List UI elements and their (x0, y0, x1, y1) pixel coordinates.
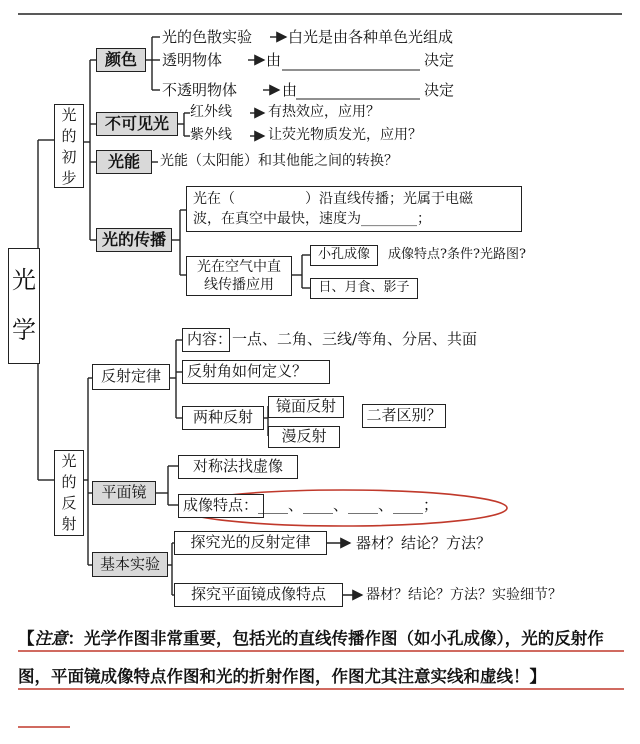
node-light-energy (96, 150, 152, 174)
energy-label: 光能 (107, 152, 140, 171)
difference-box (362, 404, 446, 428)
exp-reflection-law: 探究光的反射定律 (190, 533, 311, 551)
ultraviolet-desc: 让荧光物质发光，应用？ (268, 127, 422, 143)
infrared: 红外线 (190, 104, 232, 120)
section-reflection (54, 450, 84, 536)
angle-question: 反射角如何定义？ (187, 362, 308, 380)
decide-2: 决定 (424, 81, 455, 99)
law-label: 反射定律 (100, 367, 161, 385)
note-bracket-close: 】 (529, 667, 546, 686)
eclipse-box (310, 278, 418, 299)
two-reflections-box (182, 406, 264, 430)
propagation-desc-box (186, 186, 522, 232)
section2-title: 光的反射 (61, 452, 77, 533)
dispersion-exp: 光的色散实验 (162, 28, 253, 46)
color-label: 颜色 (104, 50, 137, 69)
pinhole-question: 成像特点?条件?光路图? (388, 247, 526, 262)
propagation-line1: 光在（ ）沿直线传播；光属于电磁 (193, 191, 473, 207)
note-bracket-open: 【 (18, 629, 35, 648)
exp1-box (174, 531, 327, 555)
propagation-label: 光的传播 (101, 230, 166, 249)
white-light-text: 白光是由各种单色光组成 (288, 28, 454, 46)
root-node (8, 248, 40, 364)
eclipse-label: 日、月食、影子 (318, 280, 410, 295)
infrared-desc: 有热效应，应用？ (268, 104, 380, 120)
mirror-features: 成像特点：____、____、____、____； (183, 496, 439, 514)
diffuse-box (268, 426, 340, 448)
law-content: 内容：一点、二角、三线/等角、分居、共面 (187, 330, 478, 348)
section-optics-basics (54, 104, 84, 188)
specular-reflection: 镜面反射 (275, 397, 336, 415)
difference-question: 二者区别？ (366, 406, 442, 424)
note-keyword: 注意 (34, 629, 68, 648)
node-color (96, 48, 146, 72)
by-1: 由 (266, 51, 282, 69)
ultraviolet: 紫外线 (190, 127, 232, 143)
exp2-box (174, 583, 343, 607)
invisible-label: 不可见光 (104, 114, 169, 133)
exp2-questions: 器材？结论？方法？实验细节？ (366, 587, 562, 603)
content-box (182, 328, 478, 352)
symmetry-method: 对称法找虚像 (192, 457, 283, 475)
by-2: 由 (282, 81, 298, 99)
angle-box (182, 360, 330, 384)
energy-desc: 光能（太阳能）和其他能之间的转换？ (160, 153, 398, 169)
opaque-obj: 不透明物体 (162, 81, 238, 99)
diffuse-reflection: 漫反射 (281, 427, 327, 445)
pinhole-box (310, 245, 378, 266)
node-plane-mirror (92, 481, 156, 505)
decide-1: 决定 (424, 51, 455, 69)
propagation-line2: 波，在真空中最快，速度为________； (193, 211, 431, 227)
features-box (178, 494, 439, 518)
transparent-obj: 透明物体 (162, 51, 223, 69)
pinhole-label: 小孔成像 (317, 247, 370, 262)
node-basic-experiments (92, 552, 168, 577)
section1-title: 光的初步 (61, 106, 77, 187)
specular-box (268, 396, 344, 418)
propagation-apply: 光在空气中直线传播应用 (197, 259, 281, 293)
node-invisible-light (96, 112, 178, 136)
two-reflections: 两种反射 (192, 408, 253, 426)
symmetry-box (178, 455, 298, 479)
propagation-apply-box (186, 256, 292, 296)
root-label: 光学 (12, 266, 36, 344)
node-reflection-law (92, 364, 170, 390)
note-text: ：光学作图非常重要，包括光的直线传播作图（如小孔成像），光的反射作图，平面镜成像特点作图和光的折射作图，作图尤其注意实线和虚线！ (18, 629, 604, 686)
exp-plane-mirror: 探究平面镜成像特点 (190, 585, 326, 603)
exp1-questions: 器材？结论？方法？ (356, 534, 492, 552)
note-paragraph (18, 620, 624, 696)
node-propagation (96, 228, 172, 252)
mirror-label: 平面镜 (101, 483, 147, 501)
experiment-label: 基本实验 (99, 555, 160, 573)
